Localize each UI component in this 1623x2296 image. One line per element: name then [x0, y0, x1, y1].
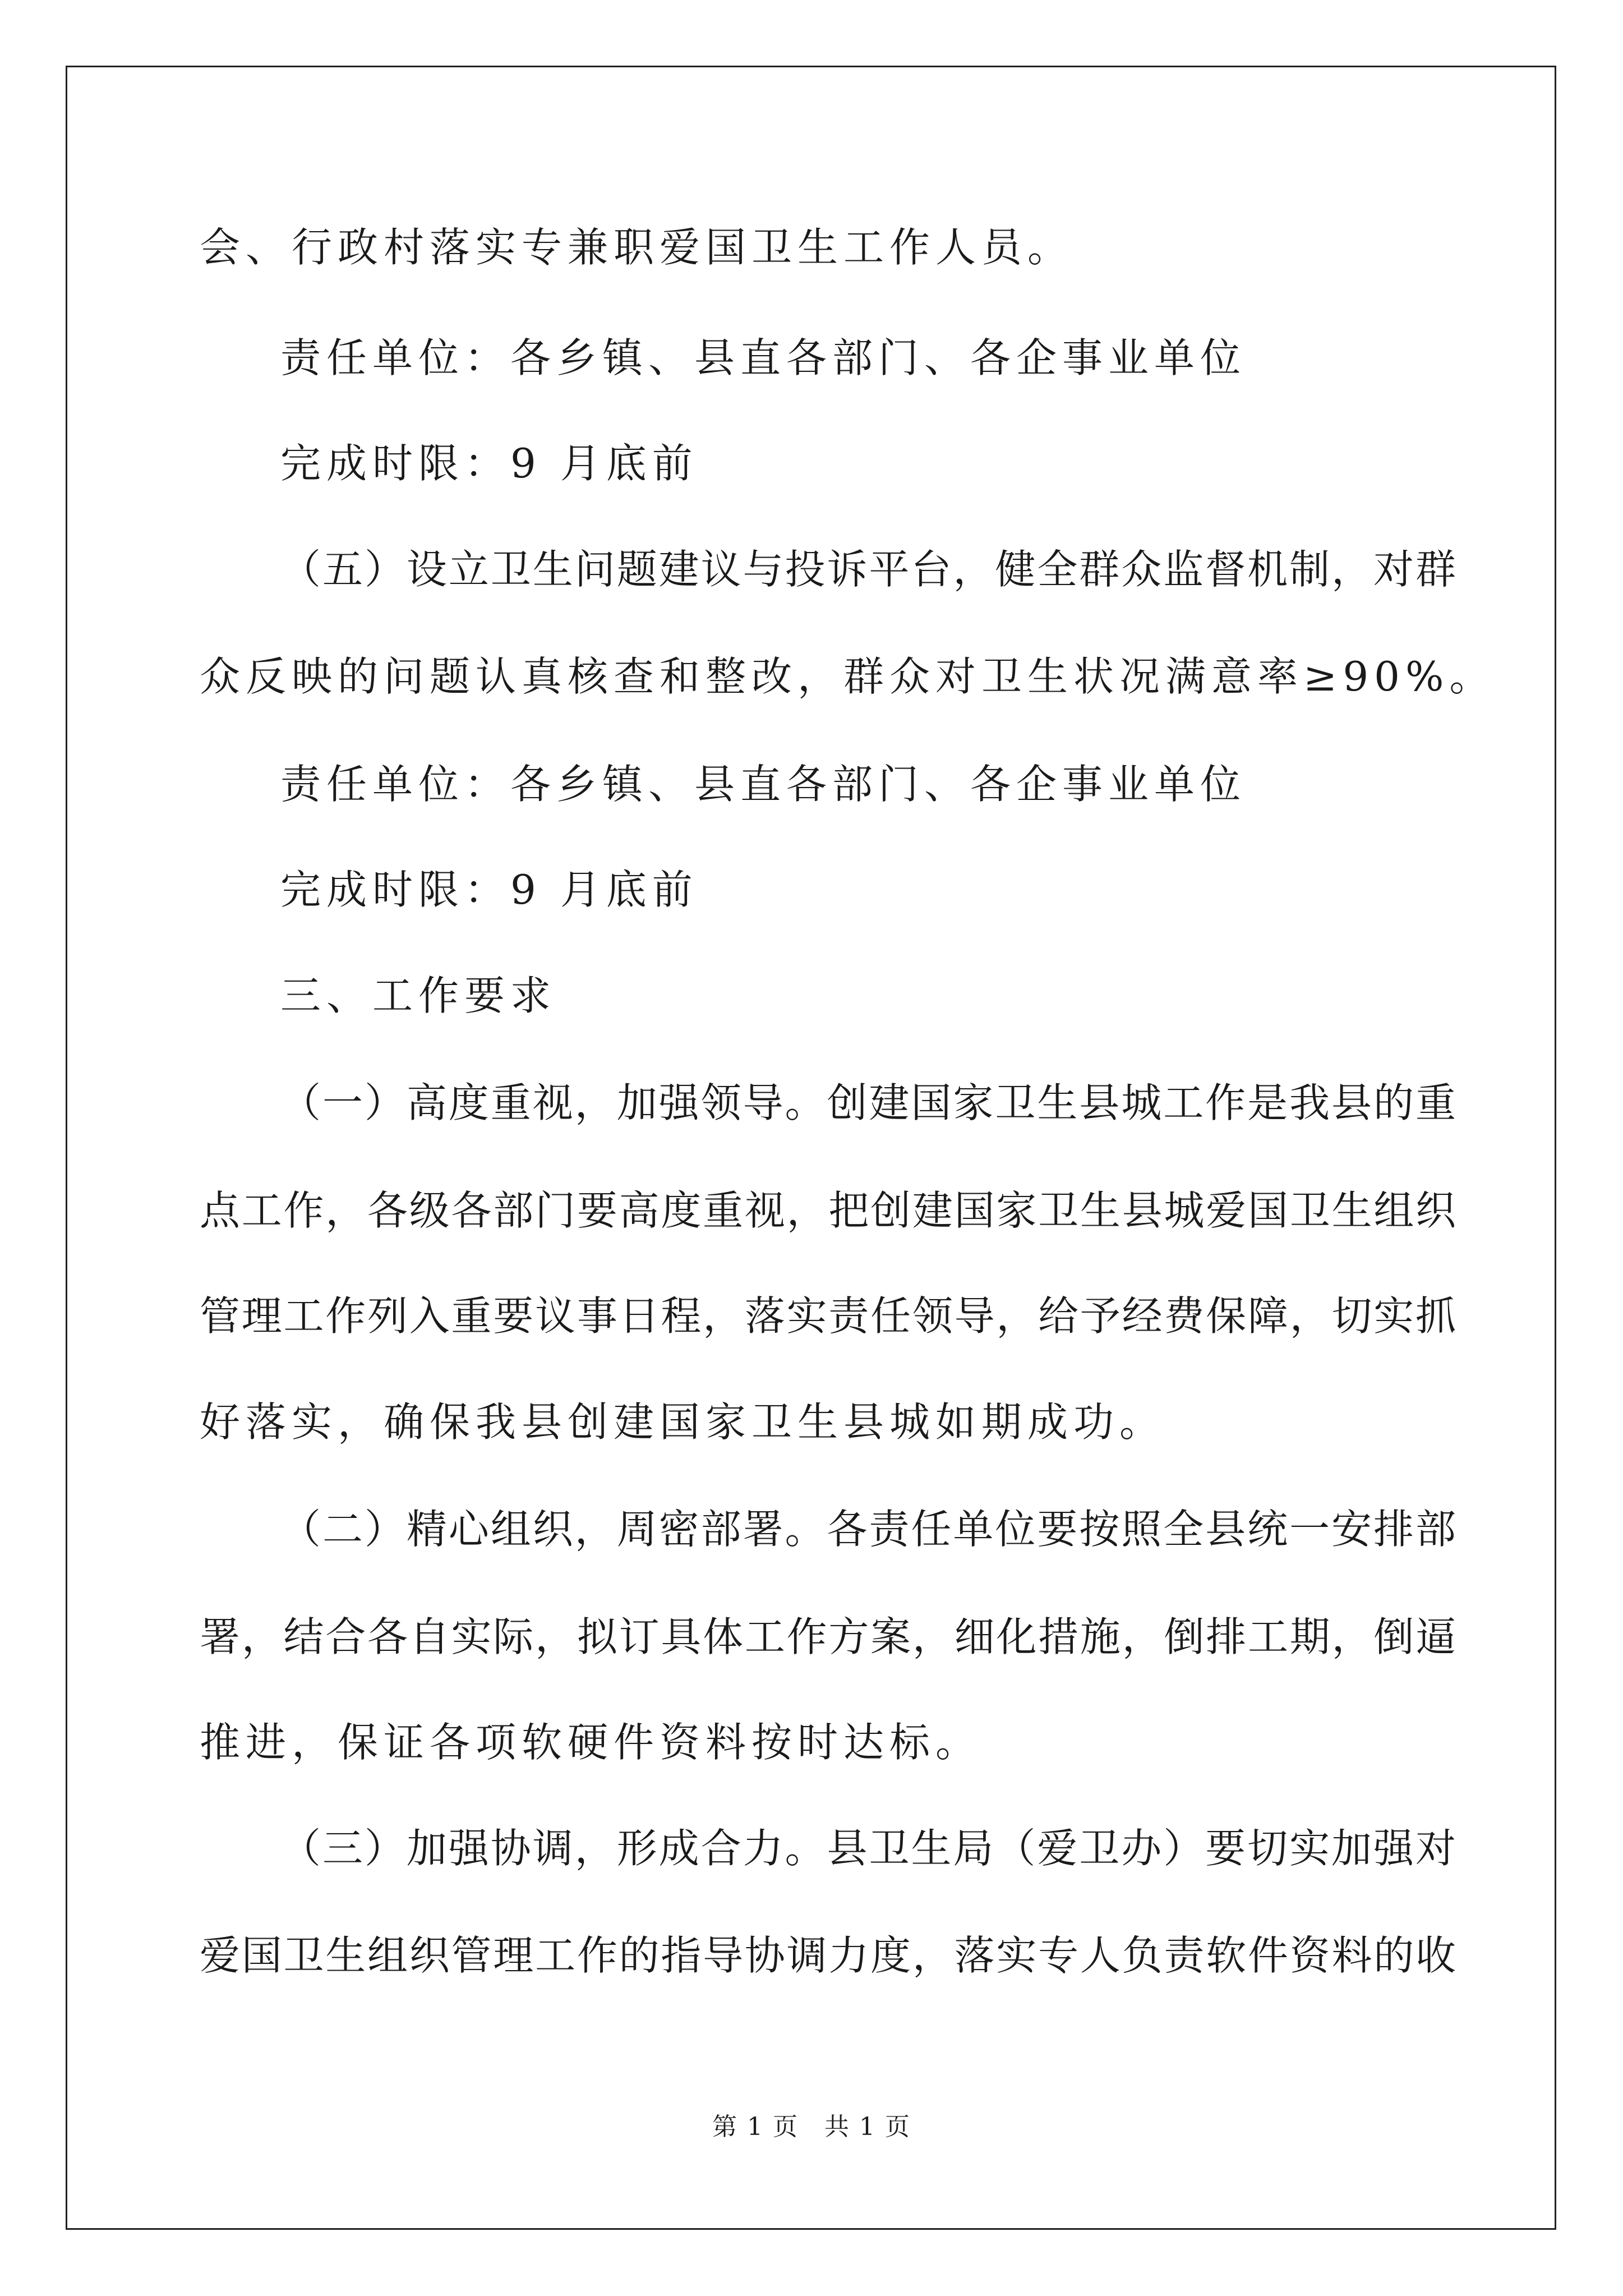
paragraph-line: （一）高度重视，加强领导。创建国家卫生县城工作是我县的重: [280, 1079, 1456, 1126]
paragraph-line: 责任单位：各乡镇、县直各部门、各企事业单位: [280, 334, 1247, 381]
section-heading: 三、工作要求: [280, 972, 557, 1019]
paragraph-line: 爱国卫生组织管理工作的指导协调力度，落实专人负责软件资料的收: [200, 1932, 1456, 1979]
paragraph-line: 完成时限：9 月底前: [280, 866, 698, 913]
paragraph-line: （五）设立卫生问题建议与投诉平台，健全群众监督机制，对群: [280, 546, 1456, 593]
paragraph-line: 署，结合各自实际，拟订具体工作方案，细化措施，倒排工期，倒逼: [200, 1613, 1456, 1660]
paragraph-line: 管理工作列入重要议事日程，落实责任领导，给予经费保障，切实抓: [200, 1292, 1456, 1340]
paragraph-line: 众反映的问题认真核查和整改，群众对卫生状况满意率≥90%。: [200, 653, 1496, 700]
page-border: [66, 66, 1556, 2230]
paragraph-line: 完成时限：9 月底前: [280, 440, 698, 487]
page-number-footer: 第 1 页 共 1 页: [712, 2113, 911, 2141]
paragraph-line: 会、行政村落实专兼职爱国卫生工作人员。: [200, 224, 1074, 271]
paragraph-line: （三）加强协调，形成合力。县卫生局（爱卫办）要切实加强对: [280, 1825, 1456, 1872]
paragraph-line: 责任单位：各乡镇、县直各部门、各企事业单位: [280, 761, 1247, 808]
paragraph-line: 好落实，确保我县创建国家卫生县城如期成功。: [200, 1398, 1166, 1446]
paragraph-line: 点工作，各级各部门要高度重视，把创建国家卫生县城爱国卫生组织: [200, 1187, 1456, 1234]
paragraph-line: 推进，保证各项软硬件资料按时达标。: [200, 1719, 982, 1766]
paragraph-line: （二）精心组织，周密部署。各责任单位要按照全县统一安排部: [280, 1506, 1456, 1553]
